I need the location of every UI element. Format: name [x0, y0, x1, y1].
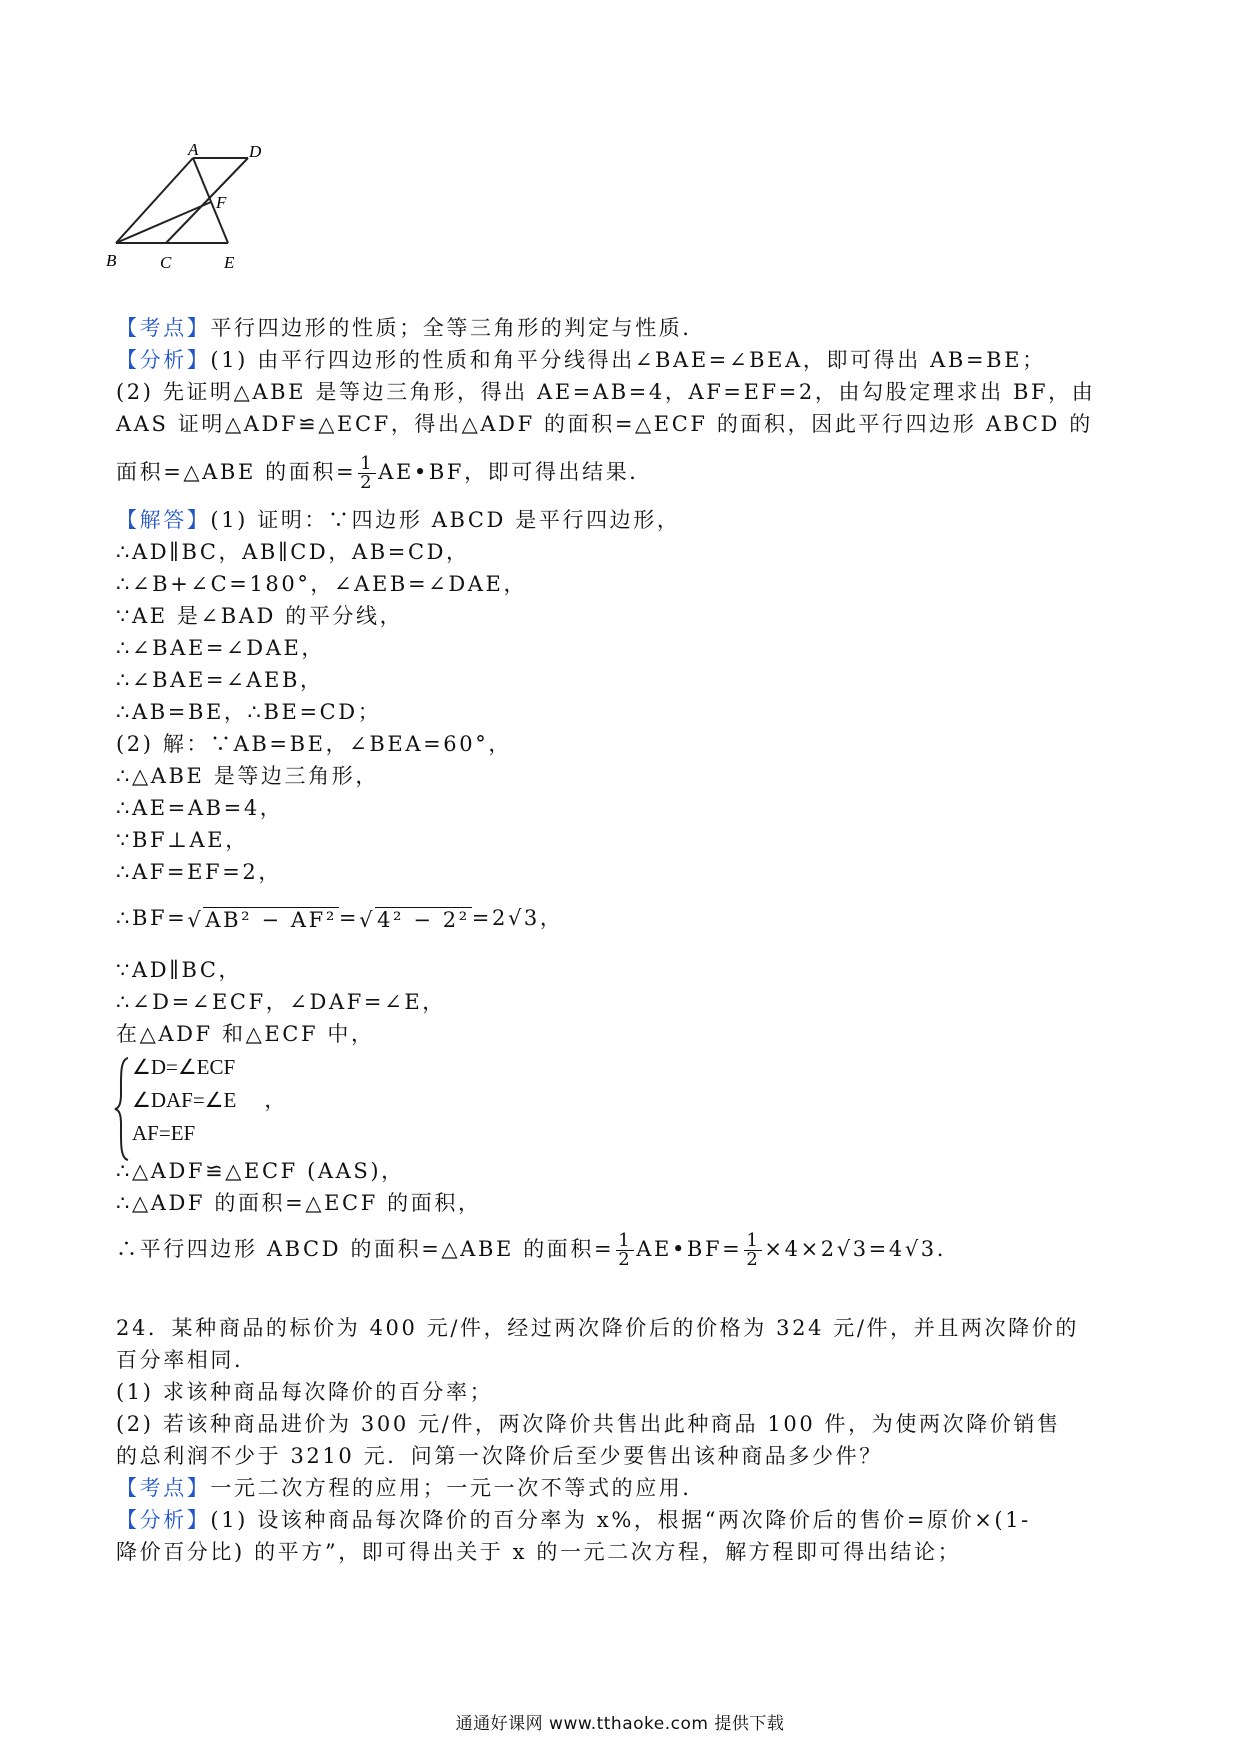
final-mid: AE•BF= — [636, 1237, 743, 1261]
jieda-line-1: ∴AD∥BC，AB∥CD，AB=CD， — [116, 540, 470, 564]
final-pre: ∴平行四边形 ABCD 的面积=△ABE 的面积= — [116, 1237, 615, 1261]
kaodian-tag: 【考点】 — [116, 316, 211, 340]
jieda-line-4: ∴∠BAE=∠DAE， — [116, 636, 326, 660]
jieda-line-11: ∴AF=EF=2， — [116, 860, 282, 884]
system-eq-3: AF=EF — [132, 1121, 196, 1145]
final-fraction-1 — [616, 1232, 634, 1269]
kaodian-text: 平行四边形的性质；全等三角形的判定与性质． — [210, 316, 707, 340]
segment-AB — [116, 158, 193, 243]
fraction-denominator: 2 — [360, 472, 375, 493]
q24-line-4: (2) 若该种商品进价为 300 元/件，两次降价共售出此种商品 100 件，为使两次降价销售 — [116, 1412, 1061, 1436]
sqrt-4-2: √4² − 2² — [359, 907, 470, 932]
fenxi-text-1: (1) 由平行四边形的性质和角平分线得出∠BAE=∠BEA，即可得出 AB=BE； — [210, 348, 1046, 372]
label-C: C — [160, 253, 172, 272]
radicand-1: AB² − AF² — [205, 907, 337, 932]
final-num-2: 1 — [746, 1230, 761, 1251]
final-den-1: 2 — [618, 1249, 633, 1270]
jieda-line-5: ∴∠BAE=∠AEB， — [116, 668, 324, 692]
fraction-numerator: 1 — [360, 453, 375, 474]
jieda-line-10: ∵BF⊥AE， — [116, 828, 249, 852]
final-den-2: 2 — [746, 1249, 761, 1270]
left-brace — [112, 1054, 132, 1164]
label-F: F — [216, 193, 227, 212]
fenxi-line4-post: AE•BF，即可得出结果． — [378, 460, 653, 484]
fraction-half — [358, 455, 376, 492]
label-E: E — [224, 253, 235, 272]
jieda-line-7: (2) 解：∵AB=BE，∠BEA=60°， — [116, 732, 512, 756]
q24-kaodian-line — [116, 1473, 706, 1503]
bf-result: =2√3， — [471, 906, 564, 930]
bf-formula-line — [116, 903, 564, 935]
radicand-2: 4² − 2² — [377, 907, 470, 932]
kaodian-line — [116, 313, 706, 343]
page-footer: 通通好课网 www.tthaoke.com 提供下载 — [455, 1714, 785, 1734]
q24-fenxi-line-2: 降价百分比) 的平方”，即可得出关于 x 的一元二次方程，解方程即可得出结论； — [116, 1540, 962, 1564]
q24-fenxi-text-1: (1) 设该种商品每次降价的百分率为 x%，根据“两次降价后的售价=原价×(1- — [210, 1508, 1031, 1532]
final-num-1: 1 — [618, 1230, 633, 1251]
label-B: B — [106, 251, 117, 270]
jieda-text-0: (1) 证明：∵四边形 ABCD 是平行四边形， — [210, 508, 681, 532]
final-fraction-2 — [744, 1232, 762, 1269]
jieda-line-6: ∴AB=BE，∴BE=CD； — [116, 700, 382, 724]
system-eq-2 — [132, 1085, 285, 1115]
segment-DC — [166, 158, 248, 243]
jieda3-line-1: ∴△ADF 的面积=△ECF 的面积， — [116, 1191, 482, 1215]
segment-BF — [116, 202, 211, 243]
jieda-line-0 — [116, 505, 680, 535]
fenxi-line-1 — [116, 345, 1046, 375]
jieda2-line-1: ∴∠D=∠ECF，∠DAF=∠E， — [116, 990, 446, 1014]
jieda-line-8: ∴△ABE 是等边三角形， — [116, 764, 379, 788]
final-post: ×4×2√3=4√3. — [764, 1237, 947, 1261]
fenxi-line4-pre: 面积=△ABE 的面积= — [116, 460, 357, 484]
system-comma: ， — [264, 1088, 286, 1112]
q24-line-2: 百分率相同． — [116, 1348, 258, 1372]
label-D: D — [249, 142, 262, 161]
jieda2-line-0: ∵AD∥BC， — [116, 958, 243, 982]
jieda-line-9: ∴AE=AB=4， — [116, 796, 284, 820]
fenxi-line-4 — [116, 455, 653, 492]
bf-equals: = — [338, 906, 360, 930]
q24-line-1: 24．某种商品的标价为 400 元/件，经过两次降价后的价格为 324 元/件，并且两次降价的 — [116, 1316, 1079, 1340]
sqrt-ab-af: √AB² − AF² — [187, 907, 337, 932]
q24-kaodian-tag: 【考点】 — [116, 1476, 211, 1500]
system-eq-2-text: ∠DAF=∠E — [132, 1088, 237, 1112]
q24-line-5: 的总利润不少于 3210 元．问第一次降价后至少要售出该种商品多少件？ — [116, 1444, 883, 1468]
jieda2-line-2: 在△ADF 和△ECF 中， — [116, 1022, 375, 1046]
parallelogram-figure — [106, 140, 298, 302]
system-eq-1: ∠D=∠ECF — [132, 1055, 236, 1079]
label-A: A — [188, 140, 199, 159]
q24-kaodian-text: 一元二次方程的应用；一元一次不等式的应用． — [210, 1476, 707, 1500]
jieda3-line-0: ∴△ADF≌△ECF (AAS)， — [116, 1159, 405, 1183]
jieda-line-3: ∵AE 是∠BAD 的平分线， — [116, 604, 404, 628]
q24-fenxi-line-1 — [116, 1505, 1031, 1535]
final-area-line — [116, 1232, 946, 1269]
q24-fenxi-tag: 【分析】 — [116, 1508, 211, 1532]
fenxi-line-2: (2) 先证明△ABE 是等边三角形，得出 AE=AB=4，AF=EF=2，由勾股定理求出 BF，由 — [116, 380, 1096, 404]
fenxi-tag: 【分析】 — [116, 348, 211, 372]
jieda-tag: 【解答】 — [116, 508, 211, 532]
bf-prefix: ∴BF= — [116, 906, 188, 930]
q24-line-3: (1) 求该种商品每次降价的百分率； — [116, 1380, 494, 1404]
fenxi-line-3: AAS 证明△ADF≌△ECF，得出△ADF 的面积=△ECF 的面积，因此平行四边形 ABCD 的 — [116, 412, 1093, 436]
jieda-line-2: ∴∠B+∠C=180°，∠AEB=∠DAE， — [116, 572, 528, 596]
